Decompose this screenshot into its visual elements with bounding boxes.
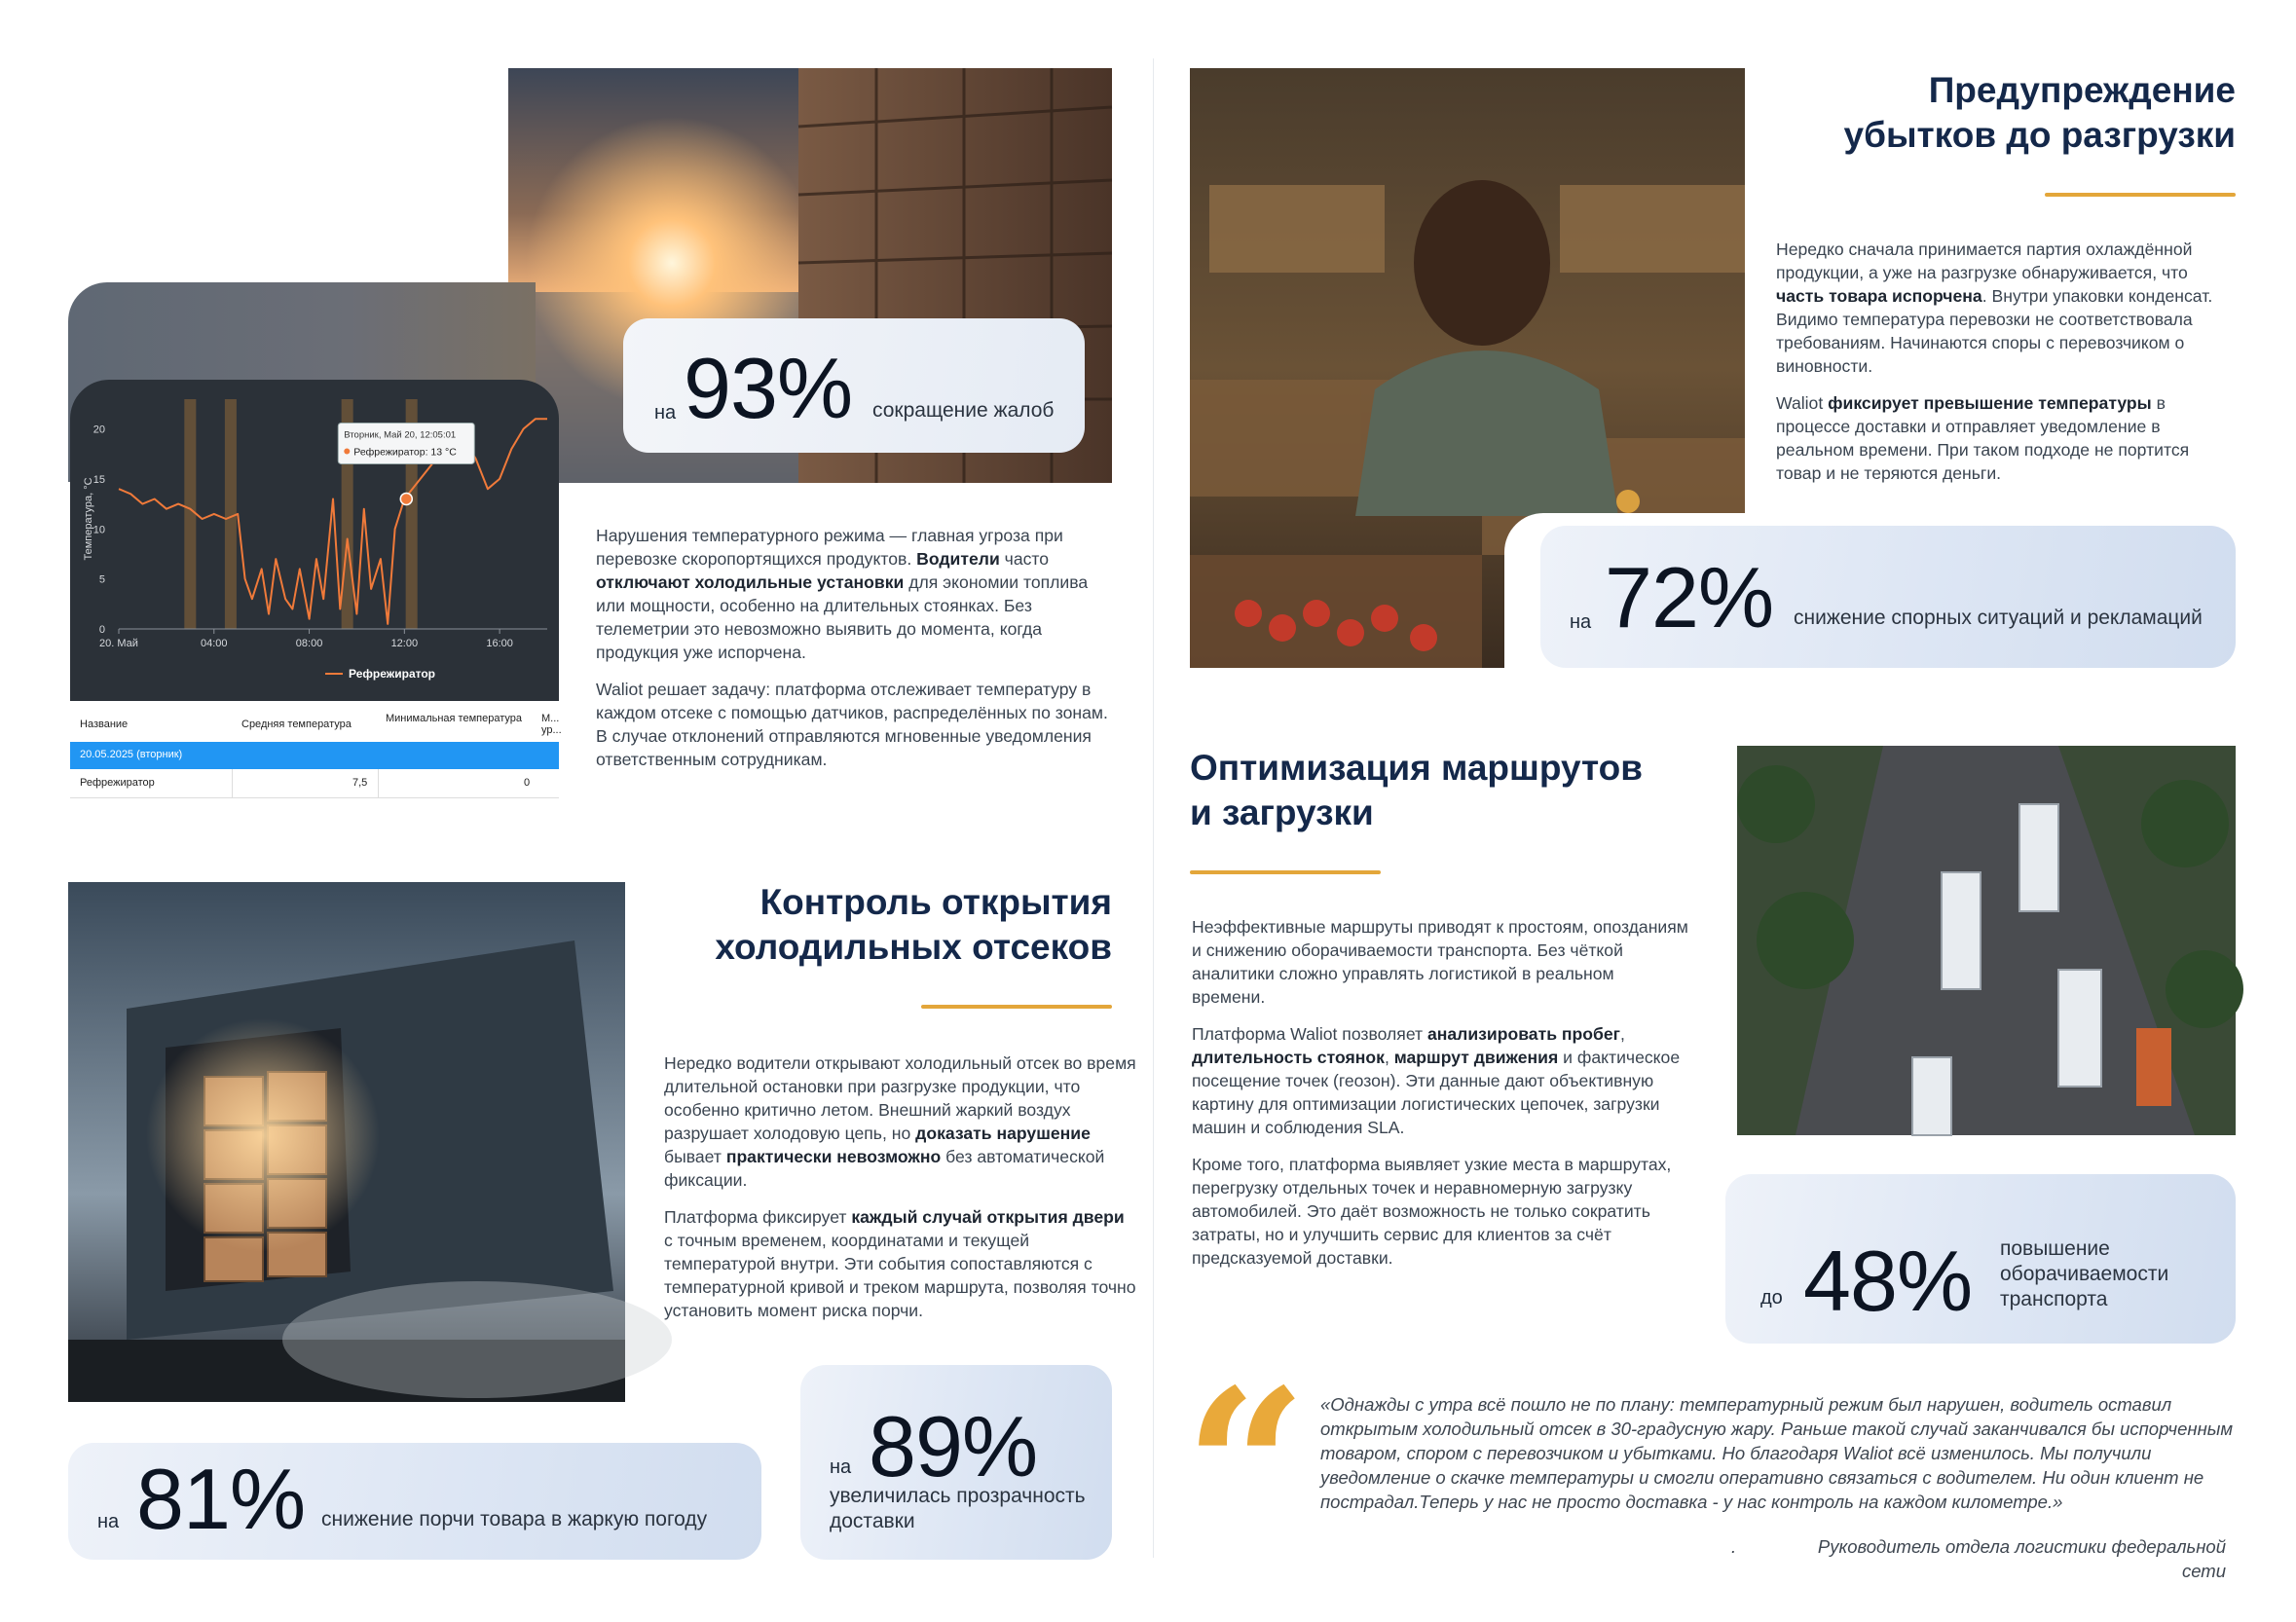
chart-x-tick-label: 08:00 (295, 638, 323, 649)
section4-paragraph: Неэффективные маршруты приводят к простоям, опозданиям и снижению оборачиваемости транспорта. Без чёткой аналитики сложно управлять логистикой в реальном времени. (1192, 917, 1688, 1007)
table-cell: 0 (524, 777, 531, 789)
traffic-aerial-photo (1737, 746, 2236, 1135)
stat-81-box (68, 1443, 761, 1560)
section2-paragraph: Waliot фиксирует превышение температуры в процессе доставки и отправляет уведомление в реальном времени. При таком подходе не портится товар и не теряются деньги. (1776, 393, 2190, 483)
chart-y-tick-label: 0 (98, 624, 105, 636)
chart-highlight-band (225, 399, 237, 629)
section4-title (1190, 746, 1696, 835)
table-cell: 7,5 (352, 777, 368, 789)
chart-tooltip-title: Вторник, Май 20, 12:05:01 (344, 429, 457, 441)
chart-y-tick-label: 20 (93, 424, 105, 436)
temperature-chart-card (70, 380, 562, 804)
section4-title-line: Оптимизация маршрутов (1190, 748, 1643, 788)
table-cell: Рефрежиратор (80, 777, 155, 789)
section3-paragraph: Платформа фиксирует каждый случай открытия двери с точным временем, координатами и текущей температурой внутри. Эти события сопоставляются с температурной кривой и треком маршрута, позволяя точно установить момент риска порчи. (664, 1207, 1136, 1320)
stat-caption: транспорта (2000, 1288, 2108, 1310)
table-header: М... ур... (541, 713, 562, 736)
chart-y-axis-label: Температура, °C (83, 477, 94, 561)
stat-prefix: на (1570, 611, 1592, 633)
stat-caption: снижение спорных ситуаций и рекламаций (1794, 607, 2203, 629)
table-header: Название (80, 719, 129, 730)
chart-highlight-band (184, 399, 196, 629)
stat-value: 48% (1803, 1233, 1973, 1329)
section2-title (1782, 68, 2236, 158)
stat-48-box (1725, 1174, 2236, 1344)
section3-text (664, 1051, 1137, 1336)
temperature-line-chart (70, 380, 559, 701)
section2-accent-rule (2045, 193, 2236, 197)
section4-paragraph: Кроме того, платформа выявляет узкие места в маршрутах, перегрузку отдельных точек и неравномерную загрузку автомобилей. Это даёт возможность не только сократить затраты, но и улучшить сервис для клиентов за счёт предсказуемой доставки. (1192, 1155, 1672, 1268)
stat-72-box (1540, 526, 2236, 668)
stat-prefix: на (830, 1456, 852, 1478)
chart-x-tick-label: 16:00 (486, 638, 513, 649)
section1-text (596, 524, 1112, 785)
stat-caption: повышение (2000, 1237, 2110, 1260)
chart-y-tick-label: 10 (93, 524, 105, 536)
temperature-table (70, 701, 562, 804)
section3-accent-rule (921, 1005, 1112, 1009)
photo-cutout (68, 39, 508, 278)
stat-value: 89% (869, 1398, 1038, 1494)
chart-x-tick-label: 04:00 (201, 638, 228, 649)
testimonial-quote: «Однажды с утра всё пошло не по плану: температурный режим был нарушен, водитель оставил открытым холодильный отсек в 30-градусную жару. Раньше такой случай заканчивался бы испорченным товаром, спором с перевозчиком и убытками. Но благодаря Waliot всё изменилось. Мы получили уведомление о скачке температуры и смогли оперативно связаться с водителем. Ни один клиент не пострадал.Теперь у нас не просто доставка - у нас контроль на каждом километре.» (1320, 1394, 2234, 1512)
table-group-label: 20.05.2025 (вторник) (80, 749, 183, 760)
table-row[interactable] (70, 769, 559, 798)
section4-paragraph: Платформа Waliot позволяет анализировать пробег, длительность стоянок, маршрут движения и фактическое посещение точек (геозон). Эти данные дают объективную картину для оптимизации логистических цепочек, загрузки машин и соблюдения SLA. (1192, 1024, 1681, 1137)
section2-title-line: убытков до разгрузки (1843, 115, 2236, 155)
stat-caption: доставки (830, 1510, 915, 1532)
traffic-photo-illustration (1737, 746, 2236, 1135)
stat-value: 81% (136, 1451, 306, 1547)
stat-caption: сокращение жалоб (872, 399, 1055, 422)
section3-paragraph: Нередко водители открывают холодильный отсек во время длительной остановки при разгрузке продукции, что особенно критично летом. Внешний жаркий воздух разрушает холодовую цепь, но доказать нарушение бывает практически невозможно без автоматической фиксации. (664, 1053, 1136, 1190)
page-divider (1153, 58, 1154, 1558)
quote-author: Руководитель отдела логистики федеральной сети (1817, 1536, 2226, 1581)
stat-93-box (623, 318, 1085, 453)
chart-tooltip-label: Рефрежиратор: 13 °C (353, 446, 457, 459)
chart-tooltip-point (400, 493, 412, 504)
table-divider (232, 769, 233, 798)
stat-caption: снижение порчи товара в жаркую погоду (321, 1508, 708, 1530)
chart-y-tick-label: 5 (98, 573, 105, 586)
stat-prefix: до (1760, 1287, 1783, 1309)
chart-legend-label: Рефрежиратор (349, 667, 435, 681)
section2-title-line: Предупреждение (1928, 70, 2236, 110)
quote-mark-icon: “ (1184, 1342, 1308, 1594)
stat-caption: увеличилась прозрачность (830, 1485, 1086, 1507)
table-divider (378, 769, 379, 798)
section3-title-line: холодильных отсеков (715, 927, 1112, 967)
section4-title-line: и загрузки (1190, 793, 1374, 832)
stat-prefix: на (654, 402, 677, 424)
section1-paragraph: Нарушения температурного режима — главная угроза при перевозке скоропортящихся продуктов. Водители часто отключают холодильные установки для экономии топлива или мощности, особенно на длительных стоянках. Без телеметрии это невозможно выявить до момента, когда продукция уже испорчена. (596, 526, 1089, 662)
chart-y-tick-label: 15 (93, 473, 105, 486)
stat-value: 72% (1605, 549, 1774, 645)
section1-paragraph: Waliot решает задачу: платформа отслеживает температуру в каждом отсеке с помощью датчиков, распределённых по зонам. В случае отклонений отправляются мгновенные уведомления ответственным сотрудникам. (596, 680, 1108, 769)
section3-title (662, 880, 1112, 970)
section4-accent-rule (1190, 870, 1381, 874)
table-group-row[interactable] (70, 742, 559, 769)
section3-title-line: Контроль открытия (759, 882, 1112, 922)
chart-x-tick-label: 12:00 (390, 638, 419, 649)
stat-value: 93% (684, 340, 853, 436)
table-header: Минимальная температура (386, 713, 522, 724)
chart-series-line (119, 419, 547, 624)
truck-photo-illustration (68, 882, 625, 1402)
quote-dot: . (1731, 1536, 1737, 1557)
stat-89-box (800, 1365, 1112, 1560)
truck-cargo-photo (68, 882, 625, 1402)
section2-paragraph: Нередко сначала принимается партия охлаждённой продукции, а уже на разгрузке обнаруживается, что часть товара испорчена. Внутри упаковки конденсат. Видимо температура перевозки не соответствовала требованиям. Начинаются споры с перевозчиком о виновности. (1776, 240, 2213, 376)
chart-x-tick-label: 20. Май (99, 638, 138, 649)
stat-prefix: на (97, 1511, 120, 1532)
section2-text (1776, 238, 2236, 498)
section4-text (1192, 915, 1688, 1283)
chart-tooltip-marker (344, 448, 350, 454)
stat-caption: оборачиваемости (2000, 1263, 2169, 1285)
table-header: Средняя температура (241, 719, 352, 730)
